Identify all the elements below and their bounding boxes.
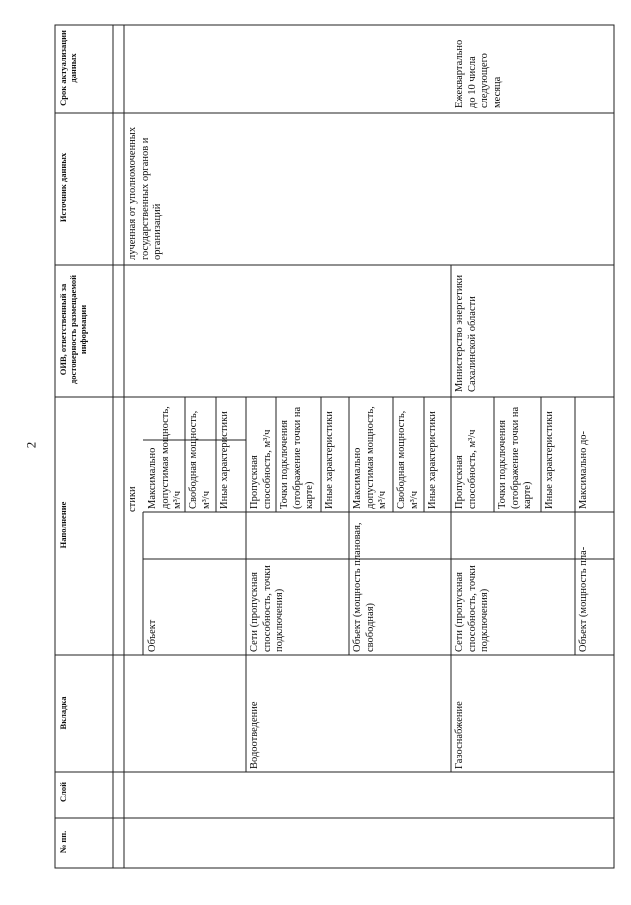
cell-obekt-vod: Объект (мощность плановая, свободная) <box>352 522 376 652</box>
cell-propusk-gaz: Пропускная способность, м³/ч <box>454 429 478 509</box>
cell-max-moshch-vod: Максимально допустимая мощность, м³/ч <box>352 406 388 509</box>
header-layer: Слой <box>58 781 68 803</box>
cell-vodootvedenie: Водоотведение <box>249 701 260 769</box>
header-tab: Вкладка <box>58 696 68 730</box>
cell-inye-char-4: Иные характеристики <box>544 411 555 509</box>
header-oiv: ОИВ, ответственный за достоверность размещаемой информации <box>58 274 88 385</box>
header-content: Наполнение <box>58 501 68 549</box>
header-num: № пп. <box>58 830 68 854</box>
cell-ministerstvo: Министерство энергетики Сахалинской области <box>454 274 478 392</box>
cell-obekt: Объект <box>147 619 158 652</box>
cell-tochki-gaz: Точки подключения (отображение точки на карте) <box>497 406 533 509</box>
header-period: Срок актуализации данных <box>58 30 78 106</box>
cell-gazosnabzhenie: Газоснабжение <box>454 701 465 769</box>
cell-period-text: Ежеквартально до 10 числа следующего месяца <box>454 39 503 108</box>
cell-stiki-top: стики <box>127 486 138 512</box>
cell-inye-char-2: Иные характеристики <box>324 411 335 509</box>
cell-seti-vod: Сети (пропускная способность, точки подключения) <box>249 565 285 652</box>
cell-max-gaz: Максимально до- <box>578 430 589 509</box>
cell-seti-gaz: Сети (пропускная способность, точки подключения) <box>454 565 490 652</box>
cell-obekt-gaz: Объект (мощность пла- <box>578 546 589 652</box>
cell-source-text: лученная от уполномоченных государственных органов и организаций <box>127 126 163 260</box>
header-source: Источник данных <box>58 152 68 223</box>
cell-tochki-vod: Точки подключения (отображение точки на карте) <box>279 406 315 509</box>
page-number: 2 <box>23 441 39 449</box>
cell-inye-char-1: Иные характеристики <box>219 411 230 509</box>
cell-inye-char-3: Иные характеристики <box>427 411 438 509</box>
cell-svob-moshch: Свободная мощность, м³/ч <box>188 410 212 509</box>
cell-propusk-vod: Пропускная способность, м³/ч <box>249 429 273 509</box>
cell-max-moshch: Максимально допустимая мощность, м³/ч <box>147 406 183 509</box>
cell-svob-moshch-vod: Свободная мощность, м³/ч <box>396 410 420 509</box>
